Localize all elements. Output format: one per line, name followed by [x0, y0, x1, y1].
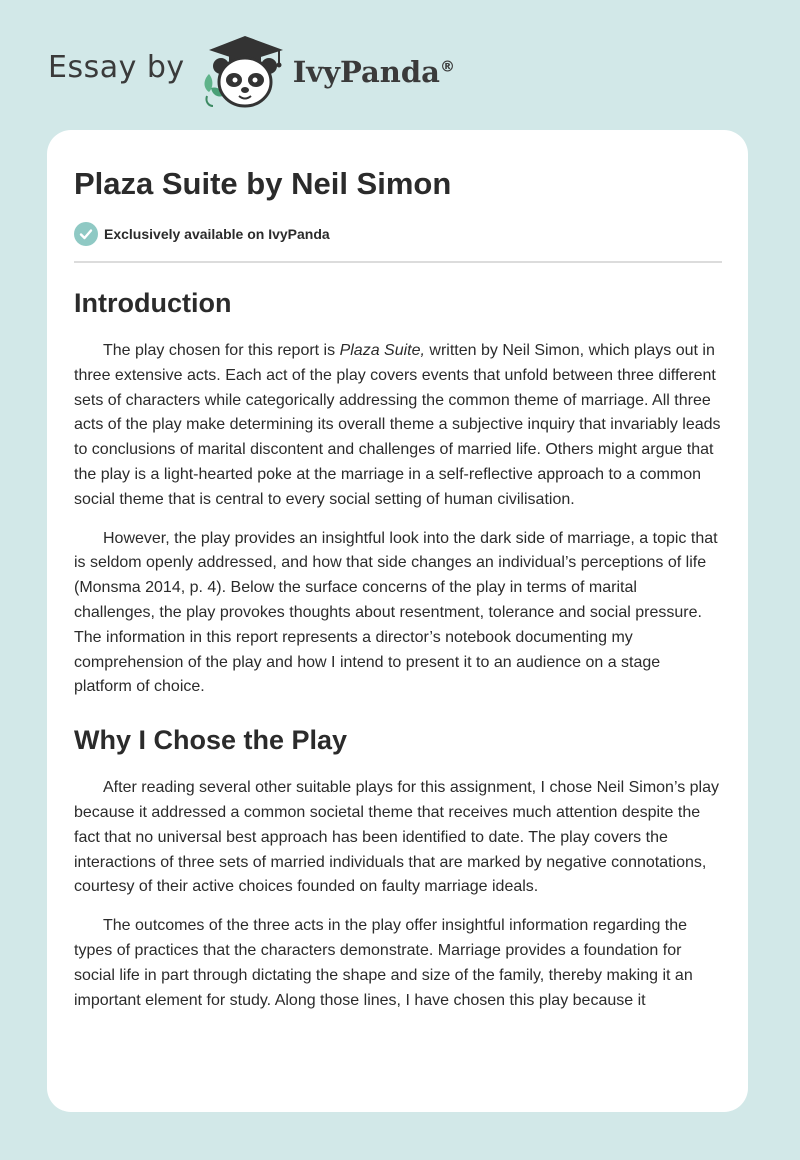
brand-header: [48, 30, 455, 110]
page-title: Plaza Suite by Neil Simon: [74, 166, 452, 201]
registered-mark: ®: [439, 57, 455, 76]
section-heading-why-i-chose: Why I Chose the Play: [74, 725, 348, 756]
play-title-italic: Plaza Suite,: [339, 342, 425, 359]
paragraph: However, the play provides an insightful look into the dark side of marriage, a topic that is seldom openly addressed, and how that side changes an individual’s perceptions of life (Monsma 2014, p. 4). Below the surface concerns of the play in terms of marital challenges, the play provokes thoughts about resentment, tolerance and social pressure. The information in this report represents a director’s notebook documenting my comprehension of the play and how I intend to present it to an audience on a stage platform of choice.: [74, 529, 718, 696]
paragraph: The outcomes of the three acts in the play offer insightful information regarding the types of practices that the characters demonstrate. Marriage provides a foundation for social life in part through dictating the shape and size of the family, thereby making it an important element for study. Along those lines, I have chosen this play because it: [74, 917, 693, 1009]
panda-logo-icon[interactable]: [199, 30, 291, 110]
paragraph: The play chosen for this report is Plaza Suite, written by Neil Simon, which plays out in three extensive acts. Each act of the play covers events that unfold between three different sets of characters while categorically addressing the common theme of marriage. All three acts of the play make determining its overall theme a subjective inquiry that invariably leads to conclusions of marital discontent and challenges of married life. Others might argue that the play is a light-hearted poke at the marriage in a self-reflective approach to a common social theme that is central to every social setting of human civilisation.: [74, 342, 721, 508]
brand-name: IvyPanda®: [292, 55, 455, 89]
essay-card: [47, 130, 748, 1112]
exclusive-badge: [74, 222, 722, 246]
badge-text: Exclusively available on IvyPanda: [104, 226, 330, 242]
check-icon: [74, 222, 98, 246]
title-divider: [74, 261, 722, 263]
section-heading-introduction: Introduction: [74, 288, 232, 318]
brand-prefix: Essay by: [48, 49, 185, 85]
paragraph: After reading several other suitable plays for this assignment, I chose Neil Simon’s play because it addressed a common societal theme that receives much attention despite the fact that no universal best approach has been identified to date. The play covers the interactions of three sets of married individuals that are marked by negative connotations, courtesy of their active choices founded on faulty marriage ideals.: [74, 779, 720, 896]
